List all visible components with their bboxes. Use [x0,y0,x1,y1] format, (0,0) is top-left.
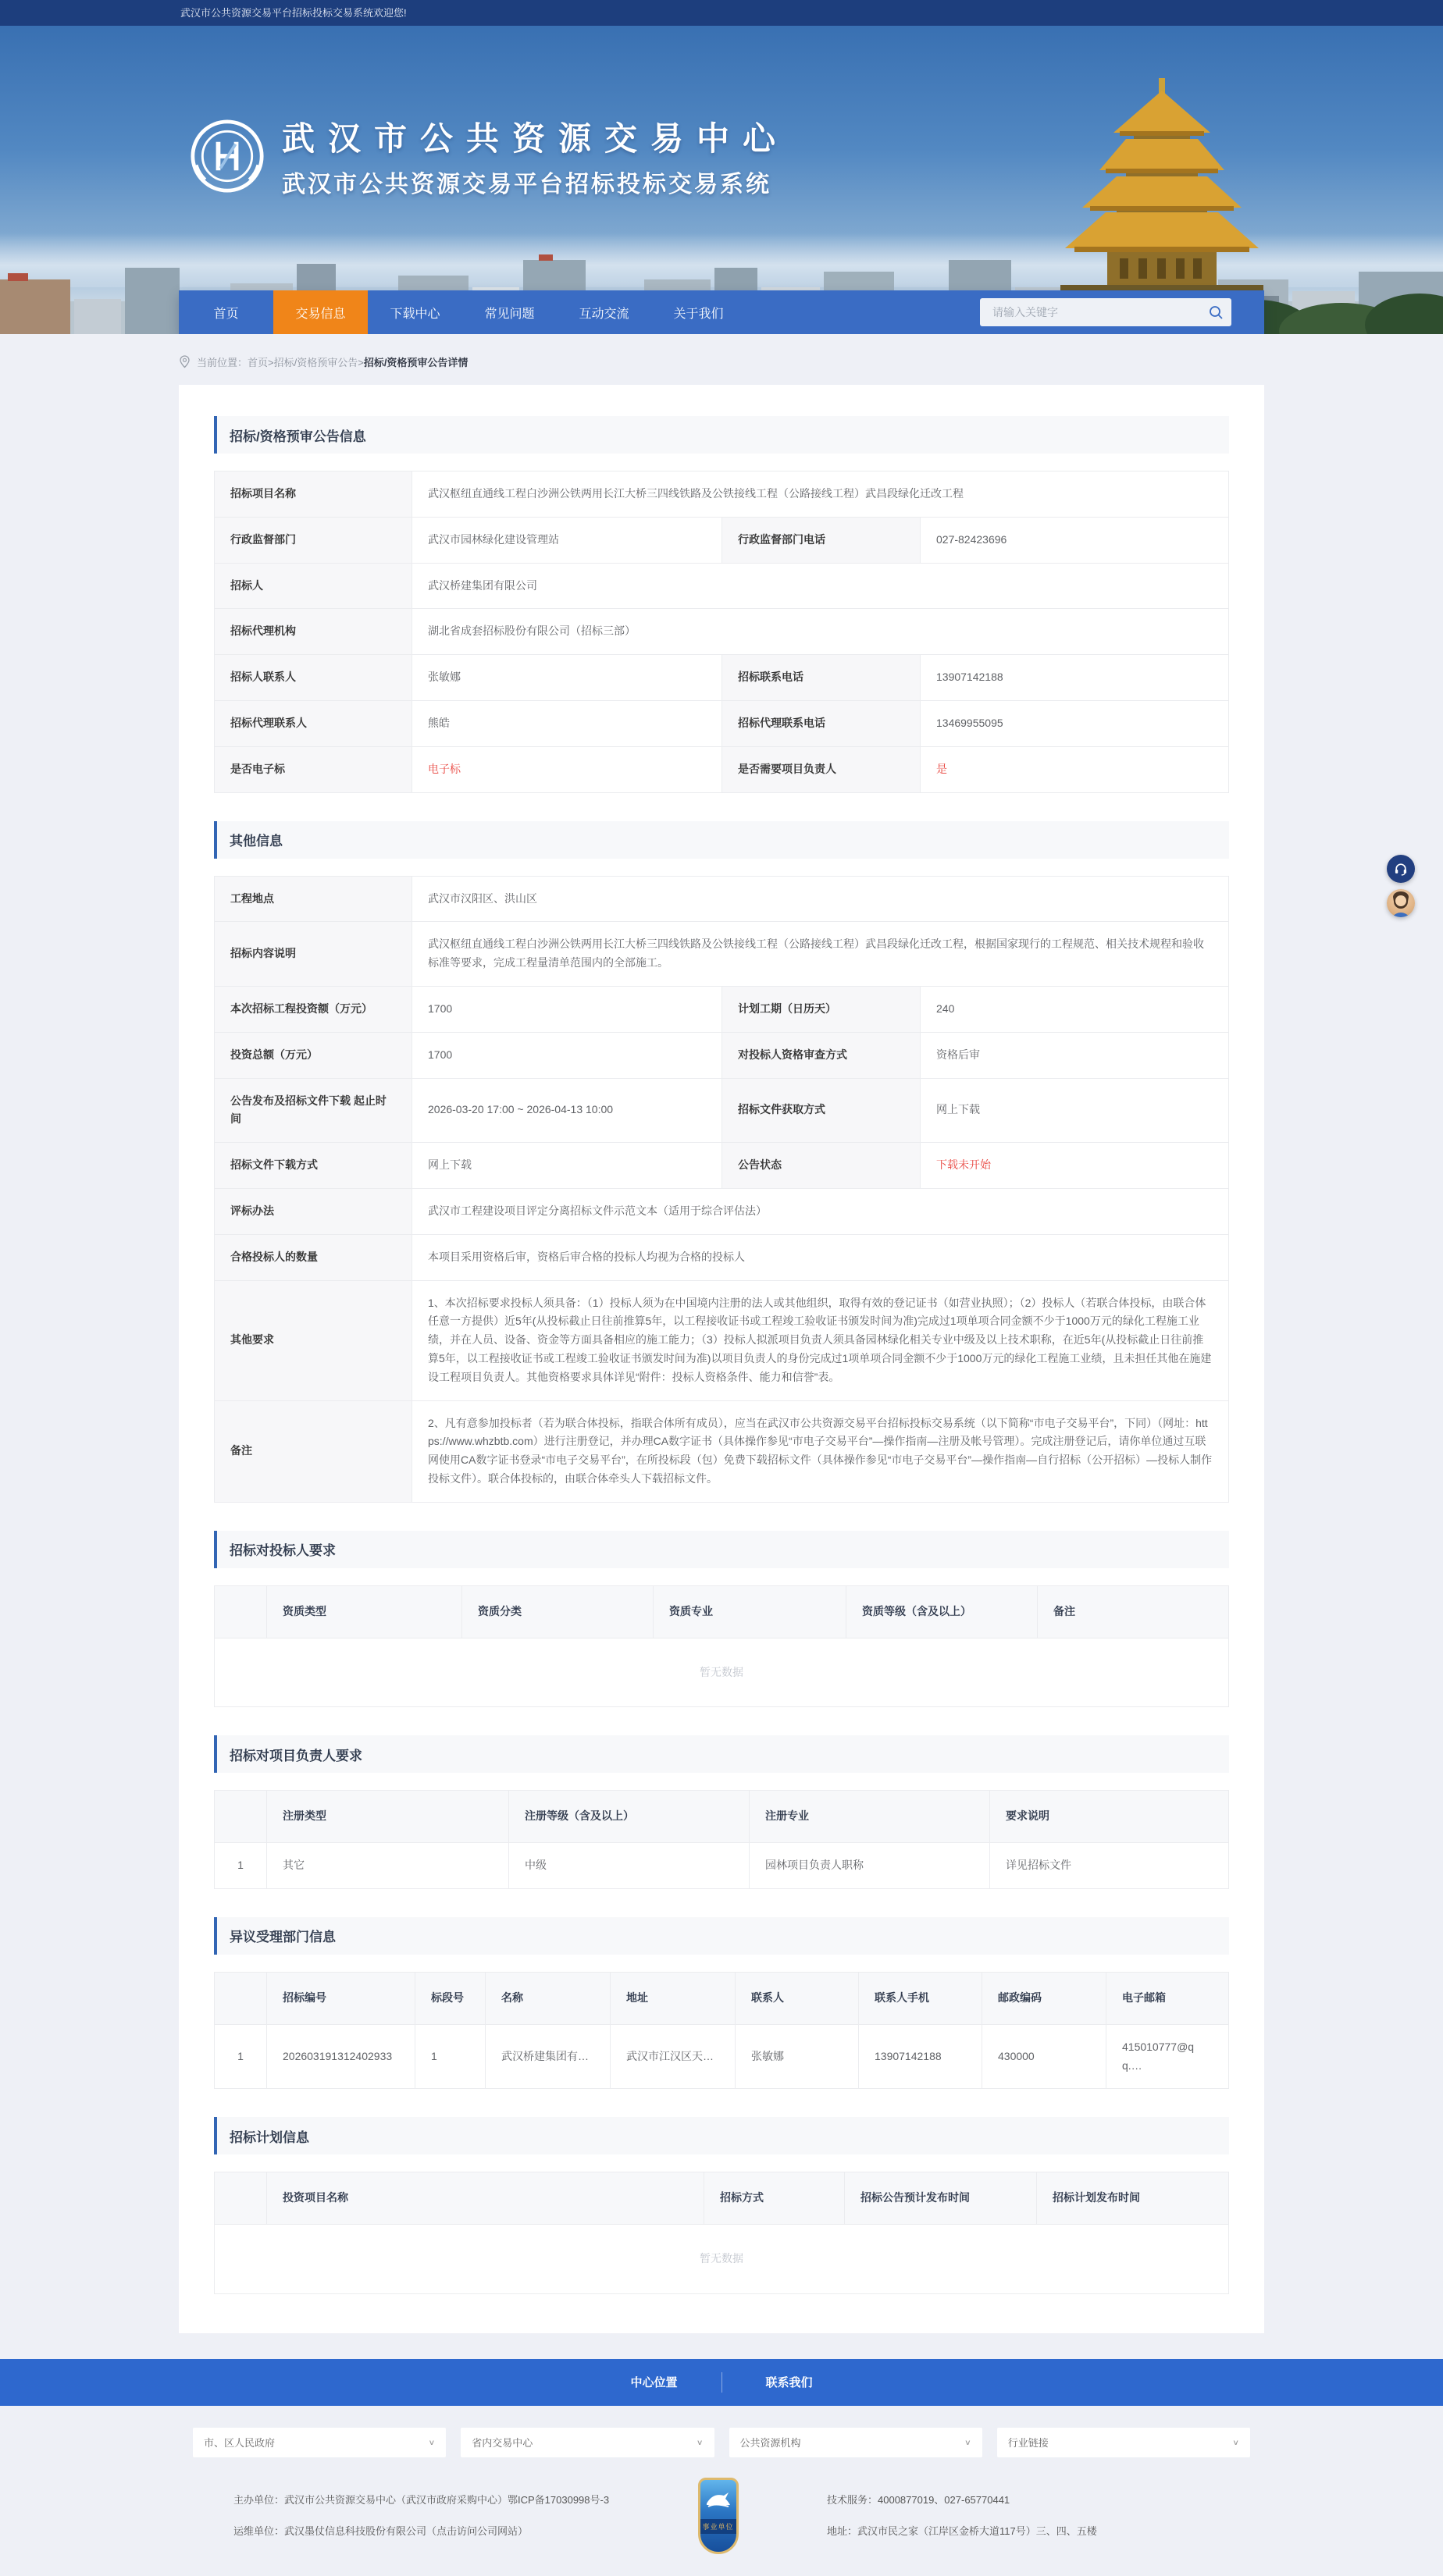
table-row [215,1143,1229,1189]
section-title-announcement-info: 招标/资格预审公告信息 [214,416,1229,454]
footer-tab-contact-us[interactable]: 联系我们 [765,2376,813,2390]
cell-dept-address: 武汉市江汉区天… [611,2024,736,2089]
person-icon [1387,889,1415,917]
chevron-down-icon: ∨ [964,2438,971,2447]
field-label: 是否需要项目负责人 [722,746,921,792]
objection-dept-table [214,1972,1229,2089]
table-row [215,1032,1229,1078]
breadcrumb-path[interactable]: 首页>招标/资格预审公告> [248,357,364,368]
column-header: 电子邮箱 [1106,1972,1229,2024]
footer-tech-service: 技术服务：4000877019、027-65770441 [827,2493,1010,2506]
field-label: 行政监督部门 [215,517,412,563]
headset-icon [1393,861,1409,877]
center-logo-icon [190,119,265,194]
table-row [215,2225,1229,2294]
column-header: 招标方式 [704,2172,845,2225]
field-value: 武汉枢纽直通线工程白沙洲公铁两用长江大桥三四线铁路及公铁接线工程（公路接线工程）武昌段绿化迁改工程 [412,471,1229,518]
table-row [215,700,1229,746]
table-header-row [215,1585,1229,1638]
search-box[interactable] [980,298,1231,326]
field-label: 招标联系电话 [722,655,921,701]
table-header-row [215,1972,1229,2024]
field-label: 招标项目名称 [215,471,412,518]
site-title: 武汉市公共资源交易中心 [282,120,789,157]
column-header: 招标计划发布时间 [1037,2172,1229,2225]
floating-widget [1387,855,1415,917]
field-value: 1700 [412,986,722,1032]
section-title-leader-requirements: 招标对项目负责人要求 [214,1735,1229,1773]
field-value-other-requirements: 1、本次招标要求投标人须具备：（1）投标人须为在中国境内注册的法人或其他组织，取得有效的登记证书（如营业执照）；（2）投标人（若联合体投标，由联合体任意一方提供）近5年(从投标截止日往前推算5年，以工程接收证书或工程竣工验收证书颁发时间为准)完成过1项单项合同金额不少于1000万元的绿化工程施工业绩，并在人员、设备、资金等方面具备相应的施工能力；（3）投标人拟派项目负责人须具备园林绿化相关专业中级及以上技术职称，在近5年(从投标截止日往前推算5年，以工程接收证书或工程竣工验收证书颁发时间为准)以项目负责人的身份完成过1项单项合同金额不少于1000万元的绿化工程施工业绩，且未担任其他在施建设工程项目负责人。其他资格要求具体详见“附件：投标人资格条件、能力和信誉”表。 [412,1280,1229,1400]
breadcrumb-current: 招标/资格预审公告详情 [363,357,469,368]
field-label: 招标文件获取方式 [722,1078,921,1143]
nav-item-about[interactable]: 关于我们 [673,307,724,321]
cell-contact-name: 张敏娜 [736,2024,859,2089]
field-label: 合格投标人的数量 [215,1234,412,1280]
footer-address: 地址：武汉市民之家（江岸区金桥大道117号）三、四、五楼 [827,2524,1097,2537]
top-welcome-bar [0,0,1443,26]
table-row [215,876,1229,922]
nav-item-trade-info[interactable]: 交易信息 [273,290,368,334]
table-row [215,986,1229,1032]
cell-register-type: 其它 [267,1843,509,1889]
table-row [215,1843,1229,1889]
field-value: 武汉市园林绿化建设管理站 [412,517,722,563]
footer-link-selects [0,2406,1443,2465]
table-row [215,471,1229,518]
search-icon[interactable] [1208,304,1224,320]
field-label: 招标代理联系电话 [722,700,921,746]
cell-contact-phone: 13907142188 [859,2024,982,2089]
field-value: 240 [921,986,1229,1032]
field-label: 其他要求 [215,1280,412,1400]
table-row [215,1638,1229,1707]
column-header: 资质类型 [267,1585,462,1638]
field-label: 备注 [215,1400,412,1502]
bidder-requirements-table [214,1585,1229,1708]
field-value: 武汉市工程建设项目评定分离招标文件示范文本（适用于综合评估法） [412,1188,1229,1234]
table-header-row [215,1791,1229,1843]
column-header: 注册等级（含及以上） [509,1791,750,1843]
location-pin-icon [179,355,191,368]
column-header: 注册类型 [267,1791,509,1843]
field-value: 网上下载 [921,1078,1229,1143]
table-row [215,1078,1229,1143]
nav-item-interact[interactable]: 互动交流 [579,307,629,321]
column-header: 资质分类 [462,1585,654,1638]
field-value: 武汉枢纽直通线工程白沙洲公铁两用长江大桥三四线铁路及公铁接线工程（公路接线工程）武昌段绿化迁改工程，根据国家现行的工程规范、相关技术规程和验收标准等要求，完成工程量清单范围内的全部施工。 [412,922,1229,987]
field-label: 行政监督部门电话 [722,517,921,563]
field-label: 公告发布及招标文件下载 起止时间 [215,1078,412,1143]
cell-dept-name: 武汉桥建集团有… [486,2024,611,2089]
field-label: 投资总额（万元） [215,1032,412,1078]
search-input[interactable] [991,305,1208,319]
column-header: 招标公告预计发布时间 [845,2172,1037,2225]
field-value: 13469955095 [921,700,1229,746]
field-value: 熊皓 [412,700,722,746]
cell-tender-code: 202603191312402933 [267,2024,415,2089]
field-label: 是否电子标 [215,746,412,792]
cell-requirement-desc: 详见招标文件 [990,1843,1229,1889]
footer-host-unit: 主办单位：武汉市公共资源交易中心（武汉市政府采购中心）鄂ICP备17030998号-3 [233,2493,610,2506]
field-label: 公告状态 [722,1143,921,1189]
section-title-objection-dept: 异议受理部门信息 [214,1917,1229,1955]
column-header: 名称 [486,1972,611,2024]
column-header-index [215,1972,267,2024]
table-row [215,1400,1229,1502]
field-label: 招标人联系人 [215,655,412,701]
column-header: 标段号 [415,1972,486,2024]
chevron-down-icon: ∨ [696,2438,704,2447]
badge-bridge-icon [705,2489,732,2508]
nav-item-faq[interactable]: 常见问题 [484,307,535,321]
table-header-row [215,2172,1229,2225]
footer-tab-center-location[interactable]: 中心位置 [630,2376,678,2390]
column-header: 备注 [1038,1585,1229,1638]
field-value: 湖北省成套招标股份有限公司（招标三部） [412,609,1229,655]
row-index: 1 [215,2024,267,2089]
field-value-remark: 2、凡有意参加投标者（若为联合体投标，指联合体所有成员），应当在武汉市公共资源交易平台招标投标交易系统（以下简称“市电子交易平台”，下同）（网址：https://www.whzbtb.com）进行注册登记，并办理CA数字证书（具体操作参见“市电子交易平台”—操作指南—注册及帐号管理）。完成注册登记后，请你单位通过互联网使用CA数字证书登录“市电子交易平台”，在所投标段（包）免费下载招标文件（具体操作参见“市电子交易平台”—操作指南—自行招标（公开招标）—投标人制作投标文件）。联合体投标的，由联合体牵头人下载招标文件。 [412,1400,1229,1502]
column-header: 资质等级（含及以上） [846,1585,1038,1638]
cell-email: 415010777@qq.… [1106,2024,1229,2089]
field-label: 招标内容说明 [215,922,412,987]
footer-info [0,2465,1443,2576]
customer-service-button[interactable] [1387,855,1415,883]
column-header: 注册专业 [750,1791,990,1843]
chevron-down-icon: ∨ [428,2438,436,2447]
nav-item-home[interactable]: 首页 [213,307,239,321]
table-row [215,1188,1229,1234]
table-row [215,1234,1229,1280]
field-label: 对投标人资格审查方式 [722,1032,921,1078]
field-value-need-leader: 是 [921,746,1229,792]
table-row [215,517,1229,563]
welcome-text: 武汉市公共资源交易平台招标投标交易系统欢迎您! [180,7,407,19]
section-title-other-info: 其他信息 [214,821,1229,859]
table-row [215,746,1229,792]
breadcrumb [0,334,1443,385]
field-value-electronic-bid: 电子标 [412,746,722,792]
service-avatar[interactable] [1387,889,1415,917]
link-select-public-resource-orgs[interactable]: 公共资源机构 ∨ [729,2428,982,2457]
table-row [215,922,1229,987]
field-label: 本次招标工程投资额（万元） [215,986,412,1032]
badge-label: 事业单位 [700,2519,736,2534]
column-header: 招标编号 [267,1972,415,2024]
public-institution-badge [698,2478,739,2554]
footer-ops-unit[interactable]: 运维单位：武汉墨仗信息科技股份有限公司（点击访问公司网站） [233,2524,529,2537]
column-header-index [215,1585,267,1638]
field-label: 计划工期（日历天） [722,986,921,1032]
cell-zip-code: 430000 [982,2024,1106,2089]
cell-register-grade: 中级 [509,1843,750,1889]
main-nav [179,290,1264,334]
column-header: 资质专业 [654,1585,846,1638]
header-banner [0,26,1443,334]
site-brand [190,113,789,199]
row-index: 1 [215,1843,267,1889]
column-header-index [215,1791,267,1843]
field-value: 网上下载 [412,1143,722,1189]
empty-state-text: 暂无数据 [215,1638,1229,1707]
announcement-detail-card [179,385,1264,2333]
link-select-city-government[interactable]: 市、区人民政府 ∨ [193,2428,446,2457]
field-value: 1700 [412,1032,722,1078]
link-select-industry-links[interactable]: 行业链接 ∨ [997,2428,1250,2457]
column-header: 要求说明 [990,1791,1229,1843]
column-header-index [215,2172,267,2225]
field-label: 招标文件下载方式 [215,1143,412,1189]
cell-register-major: 园林项目负责人职称 [750,1843,990,1889]
cell-section-no: 1 [415,2024,486,2089]
field-value: 13907142188 [921,655,1229,701]
column-header: 投资项目名称 [267,2172,704,2225]
field-value: 本项目采用资格后审，资格后审合格的投标人均视为合格的投标人 [412,1234,1229,1280]
link-select-province-centers[interactable]: 省内交易中心 ∨ [461,2428,714,2457]
field-value: 2026-03-20 17:00 ~ 2026-04-13 10:00 [412,1078,722,1143]
field-value: 资格后审 [921,1032,1229,1078]
other-info-table [214,876,1229,1503]
field-label: 评标办法 [215,1188,412,1234]
section-title-tender-plan: 招标计划信息 [214,2117,1229,2154]
breadcrumb-prefix: 当前位置： [197,357,248,368]
table-row [215,609,1229,655]
leader-requirements-table [214,1790,1229,1889]
field-label: 招标代理机构 [215,609,412,655]
section-title-bidder-requirements: 招标对投标人要求 [214,1531,1229,1568]
column-header: 地址 [611,1972,736,2024]
nav-item-download[interactable]: 下载中心 [390,307,440,321]
announcement-info-table [214,471,1229,793]
table-row [215,1280,1229,1400]
field-label: 招标代理联系人 [215,700,412,746]
column-header: 邮政编码 [982,1972,1106,2024]
footer-tab-bar [0,2359,1443,2406]
field-value: 027-82423696 [921,517,1229,563]
empty-state-text: 暂无数据 [215,2225,1229,2294]
field-value: 武汉市汉阳区、洪山区 [412,876,1229,922]
chevron-down-icon: ∨ [1232,2438,1239,2447]
field-value: 武汉桥建集团有限公司 [412,563,1229,609]
table-row [215,2024,1229,2089]
table-row [215,655,1229,701]
field-value-announcement-status: 下载未开始 [921,1143,1229,1189]
column-header: 联系人 [736,1972,859,2024]
field-label: 工程地点 [215,876,412,922]
field-value: 张敏娜 [412,655,722,701]
site-subtitle: 武汉市公共资源交易平台招标投标交易系统 [282,172,771,197]
field-label: 招标人 [215,563,412,609]
column-header: 联系人手机 [859,1972,982,2024]
table-row [215,563,1229,609]
tender-plan-table [214,2172,1229,2294]
